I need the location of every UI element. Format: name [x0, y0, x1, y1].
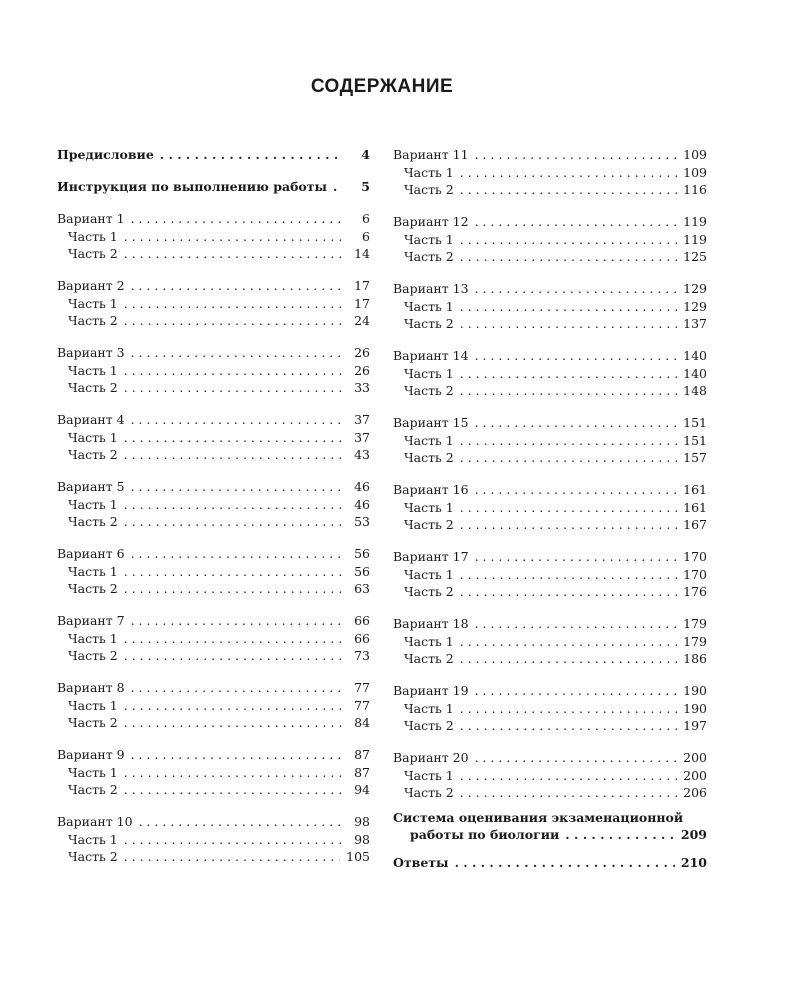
- toc-page-number: 73: [354, 648, 370, 663]
- toc-page-number: 116: [683, 182, 707, 197]
- toc-page-number: 200: [683, 767, 707, 783]
- toc-page-number: 77: [354, 697, 370, 713]
- toc-entry-label: Часть 1: [404, 499, 454, 515]
- toc-page-number: 170: [683, 549, 707, 564]
- toc-page-number: 33: [354, 380, 370, 395]
- toc-entry-label: Часть 1: [68, 630, 118, 646]
- toc-variant-group: [393, 213, 707, 266]
- toc-entry-label: Часть 2: [68, 648, 118, 663]
- toc-entry-part1[interactable]: [57, 228, 370, 246]
- toc-entry-label: Вариант 8: [57, 680, 125, 695]
- toc-variant-group: [393, 615, 707, 668]
- toc-entry-label: Вариант 3: [57, 345, 125, 360]
- toc-page-number: 176: [683, 584, 707, 599]
- toc-entry-part2[interactable]: [393, 717, 707, 735]
- toc-variant-group: [57, 612, 370, 665]
- toc-page-number: 109: [683, 147, 707, 162]
- toc-entry-label: Часть 2: [68, 581, 118, 596]
- toc-entry-label: Часть 1: [68, 831, 118, 847]
- toc-entry-label: Вариант 18: [393, 616, 469, 631]
- toc-entry-part1[interactable]: [393, 566, 707, 584]
- toc-page-number: 148: [683, 383, 707, 398]
- toc-page-number: 140: [683, 348, 707, 363]
- toc-page-number: 94: [354, 782, 370, 797]
- toc-page-number: 140: [683, 365, 707, 381]
- toc-page-number: 109: [683, 164, 707, 180]
- toc-entry-label: Вариант 4: [57, 412, 125, 427]
- toc-entry-label: Вариант 12: [393, 214, 469, 229]
- toc-entry-part1[interactable]: [393, 365, 707, 383]
- toc-entry-variant[interactable]: [57, 210, 370, 228]
- toc-page-number: 197: [683, 718, 707, 733]
- toc-page-number: 157: [683, 450, 707, 465]
- toc-entry-part1[interactable]: [393, 432, 707, 450]
- toc-page-number: 137: [683, 316, 707, 331]
- toc-entry-label: Часть 1: [68, 429, 118, 445]
- toc-page-number: 190: [683, 683, 707, 698]
- toc-entry-label: Часть 1: [404, 432, 454, 448]
- toc-page-number: 87: [354, 764, 370, 780]
- toc-entry-variant[interactable]: [57, 344, 370, 362]
- toc-page-number: 14: [354, 246, 370, 261]
- toc-entry-part2[interactable]: [57, 245, 370, 263]
- toc-entry-variant[interactable]: [57, 612, 370, 630]
- toc-page-number: 84: [354, 715, 370, 730]
- toc-variant-group: [393, 749, 707, 802]
- toc-entry-label: Вариант 14: [393, 348, 469, 363]
- toc-entry-label: Часть 2: [68, 246, 118, 261]
- toc-page-number: 186: [683, 651, 707, 666]
- toc-page-number: 46: [354, 479, 370, 494]
- toc-page-number: 87: [354, 747, 370, 762]
- toc-page-number: 66: [354, 613, 370, 628]
- toc-entry-variant[interactable]: [393, 347, 707, 365]
- toc-page-number: 190: [683, 700, 707, 716]
- toc-entry-part2[interactable]: [57, 379, 370, 397]
- toc-entry-label: Ответы: [393, 854, 449, 870]
- toc-page-number: 17: [354, 295, 370, 311]
- toc-page-number: 53: [354, 514, 370, 529]
- toc-entry-part2[interactable]: [393, 315, 707, 333]
- toc-variant-group: [393, 414, 707, 467]
- toc-entry-label: Часть 1: [404, 633, 454, 649]
- toc-page-number: 210: [680, 854, 707, 870]
- toc-page-number: 206: [683, 785, 707, 800]
- toc-entry-part2[interactable]: [57, 647, 370, 665]
- toc-entry-label: Часть 1: [68, 496, 118, 512]
- toc-variant-group: [57, 210, 370, 263]
- toc-page-number: 125: [683, 249, 707, 264]
- toc-entry-label: Вариант 2: [57, 278, 125, 293]
- toc-entry-label: Часть 2: [404, 517, 454, 532]
- toc-page-number: 119: [683, 214, 707, 229]
- toc-page-number: 6: [362, 211, 370, 226]
- toc-page-number: 4: [361, 147, 370, 162]
- toc-entry-variant[interactable]: [393, 481, 707, 499]
- toc-entry-label: Система оценивания экзаменационной: [393, 809, 684, 825]
- toc-page-number: 98: [354, 814, 370, 829]
- toc-entry-variant[interactable]: [57, 813, 370, 831]
- toc-entry-part2[interactable]: [393, 583, 707, 601]
- toc-entry-part1[interactable]: [393, 700, 707, 718]
- toc-page-number: 56: [354, 546, 370, 561]
- toc-page-number: 179: [683, 616, 707, 631]
- toc-page-number: 170: [683, 566, 707, 582]
- toc-entry-label: Часть 2: [68, 782, 118, 797]
- toc-entry-part1[interactable]: [57, 764, 370, 782]
- toc-entry-variant[interactable]: [393, 548, 707, 566]
- toc-entry-label: Часть 1: [404, 700, 454, 716]
- toc-entry-label: Часть 2: [68, 514, 118, 529]
- toc-entry-grading[interactable]: [393, 809, 707, 844]
- toc-entry-part2[interactable]: [57, 781, 370, 799]
- toc-page-number: 56: [354, 563, 370, 579]
- toc-entry-part1[interactable]: [57, 429, 370, 447]
- toc-entry-label: Часть 2: [68, 313, 118, 328]
- toc-entry-part2[interactable]: [57, 446, 370, 464]
- toc-entry-part2[interactable]: [393, 650, 707, 668]
- toc-entry-label: Вариант 15: [393, 415, 469, 430]
- toc-entry-label: работы по биологии: [410, 827, 560, 842]
- toc-page-number: 119: [683, 231, 707, 247]
- toc-entry-part2[interactable]: [57, 513, 370, 531]
- toc-variant-group: [57, 746, 370, 799]
- toc-entry-part2[interactable]: [57, 312, 370, 330]
- toc-entry-part2[interactable]: [393, 784, 707, 802]
- toc-page-number: 98: [354, 831, 370, 847]
- toc-page-number: 129: [683, 281, 707, 296]
- toc-entry-label: Часть 2: [68, 447, 118, 462]
- toc-entry-part1[interactable]: [57, 831, 370, 849]
- toc-page-number: 26: [354, 345, 370, 360]
- toc-page-number: 161: [683, 499, 707, 515]
- toc-entry-part1[interactable]: [393, 298, 707, 316]
- toc-entry-part1[interactable]: [393, 633, 707, 651]
- toc-variant-group: [393, 280, 707, 333]
- toc-entry-part2[interactable]: [57, 714, 370, 732]
- toc-entry-variant[interactable]: [57, 478, 370, 496]
- toc-page-number: 6: [362, 228, 370, 244]
- toc-entry-label: Вариант 5: [57, 479, 125, 494]
- toc-entry-variant[interactable]: [57, 746, 370, 764]
- toc-page-number: 167: [683, 517, 707, 532]
- toc-page-number: 46: [354, 496, 370, 512]
- toc-entry-label: Часть 1: [404, 164, 454, 180]
- toc-entry-variant[interactable]: [57, 545, 370, 563]
- toc-entry-part1[interactable]: [57, 563, 370, 581]
- toc-entry-part2[interactable]: [57, 580, 370, 598]
- toc-entry-part1[interactable]: [57, 362, 370, 380]
- toc-entry-part2[interactable]: [57, 848, 370, 866]
- toc-page-number: 37: [354, 412, 370, 427]
- page-title: СОДЕРЖАНИЕ: [310, 76, 454, 97]
- toc-entry-variant[interactable]: [57, 411, 370, 429]
- toc-entry-label: Часть 2: [404, 182, 454, 197]
- toc-entry-label: Вариант 6: [57, 546, 125, 561]
- toc-entry-label: Вариант 13: [393, 281, 469, 296]
- toc-entry-label: Часть 2: [404, 383, 454, 398]
- toc-entry-label: Часть 2: [68, 849, 118, 864]
- toc-entry-part2[interactable]: [393, 382, 707, 400]
- toc-page-number: 24: [354, 313, 370, 328]
- toc-page-number: 77: [354, 680, 370, 695]
- toc-page-number: 209: [680, 827, 707, 842]
- toc-entry-label: Часть 2: [404, 718, 454, 733]
- toc-entry-label: Часть 2: [404, 584, 454, 599]
- toc-page-number: 26: [354, 362, 370, 378]
- toc-variant-group: [57, 478, 370, 531]
- toc-page-number: 179: [683, 633, 707, 649]
- toc-entry-variant[interactable]: [393, 414, 707, 432]
- toc-entry-label: Вариант 17: [393, 549, 469, 564]
- toc-entry-part2[interactable]: [393, 449, 707, 467]
- toc-entry-label: Инструкция по выполнению работы: [57, 179, 328, 194]
- toc-page-number: 129: [683, 298, 707, 314]
- toc-variant-group: [57, 679, 370, 732]
- toc-entry-label: Часть 1: [404, 566, 454, 582]
- toc-entry-part1[interactable]: [57, 630, 370, 648]
- toc-entry-label: Вариант 10: [57, 814, 133, 829]
- toc-entry-label: Часть 1: [68, 697, 118, 713]
- toc-entry-label: Часть 1: [68, 228, 118, 244]
- toc-entry-label: Часть 1: [68, 362, 118, 378]
- toc-variant-group: [393, 481, 707, 534]
- toc-entry-part1[interactable]: [57, 496, 370, 514]
- toc-entry-variant[interactable]: [57, 277, 370, 295]
- toc-page-number: 43: [354, 447, 370, 462]
- toc-entry-label: Часть 2: [404, 316, 454, 331]
- toc-entry-label: Вариант 20: [393, 750, 469, 765]
- toc-entry-variant[interactable]: [393, 615, 707, 633]
- toc-variant-group: [393, 347, 707, 400]
- toc-left-column: [57, 146, 370, 866]
- toc-entry-label: Вариант 9: [57, 747, 125, 762]
- toc-entry-label: Часть 1: [404, 365, 454, 381]
- toc-entry-label: Предисловие: [57, 147, 154, 162]
- toc-entry-variant[interactable]: [393, 749, 707, 767]
- toc-page-number: 151: [683, 415, 707, 430]
- toc-entry-variant[interactable]: [393, 280, 707, 298]
- toc-page-number: 200: [683, 750, 707, 765]
- toc-variant-group: [57, 277, 370, 330]
- toc-entry-label: Вариант 16: [393, 482, 469, 497]
- toc-variant-group: [393, 146, 707, 199]
- toc-entry-variant[interactable]: [393, 146, 707, 164]
- toc-entry-label: Часть 1: [68, 295, 118, 311]
- toc-entry-part1[interactable]: [393, 231, 707, 249]
- toc-entry-label: Часть 2: [404, 651, 454, 666]
- toc-entry-part2[interactable]: [393, 181, 707, 199]
- toc-entry-label: Вариант 11: [393, 147, 469, 162]
- toc-entry-part1[interactable]: [393, 767, 707, 785]
- toc-page-number: 17: [354, 278, 370, 293]
- toc-page-number: 37: [354, 429, 370, 445]
- toc-entry-answers[interactable]: [393, 854, 707, 872]
- toc-entry-part1[interactable]: [393, 499, 707, 517]
- toc-page-number: 105: [346, 849, 370, 864]
- toc-entry-instruction[interactable]: [57, 178, 370, 196]
- toc-entry-label: Вариант 19: [393, 683, 469, 698]
- toc-entry-label: Часть 1: [404, 767, 454, 783]
- toc-variant-group: [57, 344, 370, 397]
- toc-entry-preface[interactable]: [57, 146, 370, 164]
- toc-page-number: 161: [683, 482, 707, 497]
- toc-variant-group: [393, 682, 707, 735]
- toc-entry-part1[interactable]: [57, 295, 370, 313]
- toc-entry-label: Вариант 1: [57, 211, 125, 226]
- toc-entry-label: Часть 2: [404, 785, 454, 800]
- toc-page-number: 66: [354, 630, 370, 646]
- toc-entry-label: Вариант 7: [57, 613, 125, 628]
- toc-entry-label: Часть 1: [68, 563, 118, 579]
- toc-entry-part2[interactable]: [393, 248, 707, 266]
- toc-page-number: 63: [354, 581, 370, 596]
- toc-entry-variant[interactable]: [393, 213, 707, 231]
- toc-variant-group: [393, 548, 707, 601]
- toc-right-column: [393, 146, 707, 871]
- toc-page-number: 151: [683, 432, 707, 448]
- toc-entry-part1[interactable]: [393, 164, 707, 182]
- toc-entry-label: Часть 2: [68, 715, 118, 730]
- toc-entry-variant[interactable]: [57, 679, 370, 697]
- toc-variant-group: [57, 545, 370, 598]
- toc-entry-label: Часть 2: [404, 450, 454, 465]
- toc-entry-label: Часть 1: [404, 231, 454, 247]
- toc-entry-label: Часть 2: [404, 249, 454, 264]
- toc-entry-label: Часть 1: [68, 764, 118, 780]
- toc-variant-group: [57, 813, 370, 866]
- toc-page-number: 5: [361, 179, 370, 194]
- toc-entry-label: Часть 2: [68, 380, 118, 395]
- toc-variant-group: [57, 411, 370, 464]
- toc-entry-label: Часть 1: [404, 298, 454, 314]
- toc-entry-variant[interactable]: [393, 682, 707, 700]
- toc-entry-part2[interactable]: [393, 516, 707, 534]
- toc-entry-part1[interactable]: [57, 697, 370, 715]
